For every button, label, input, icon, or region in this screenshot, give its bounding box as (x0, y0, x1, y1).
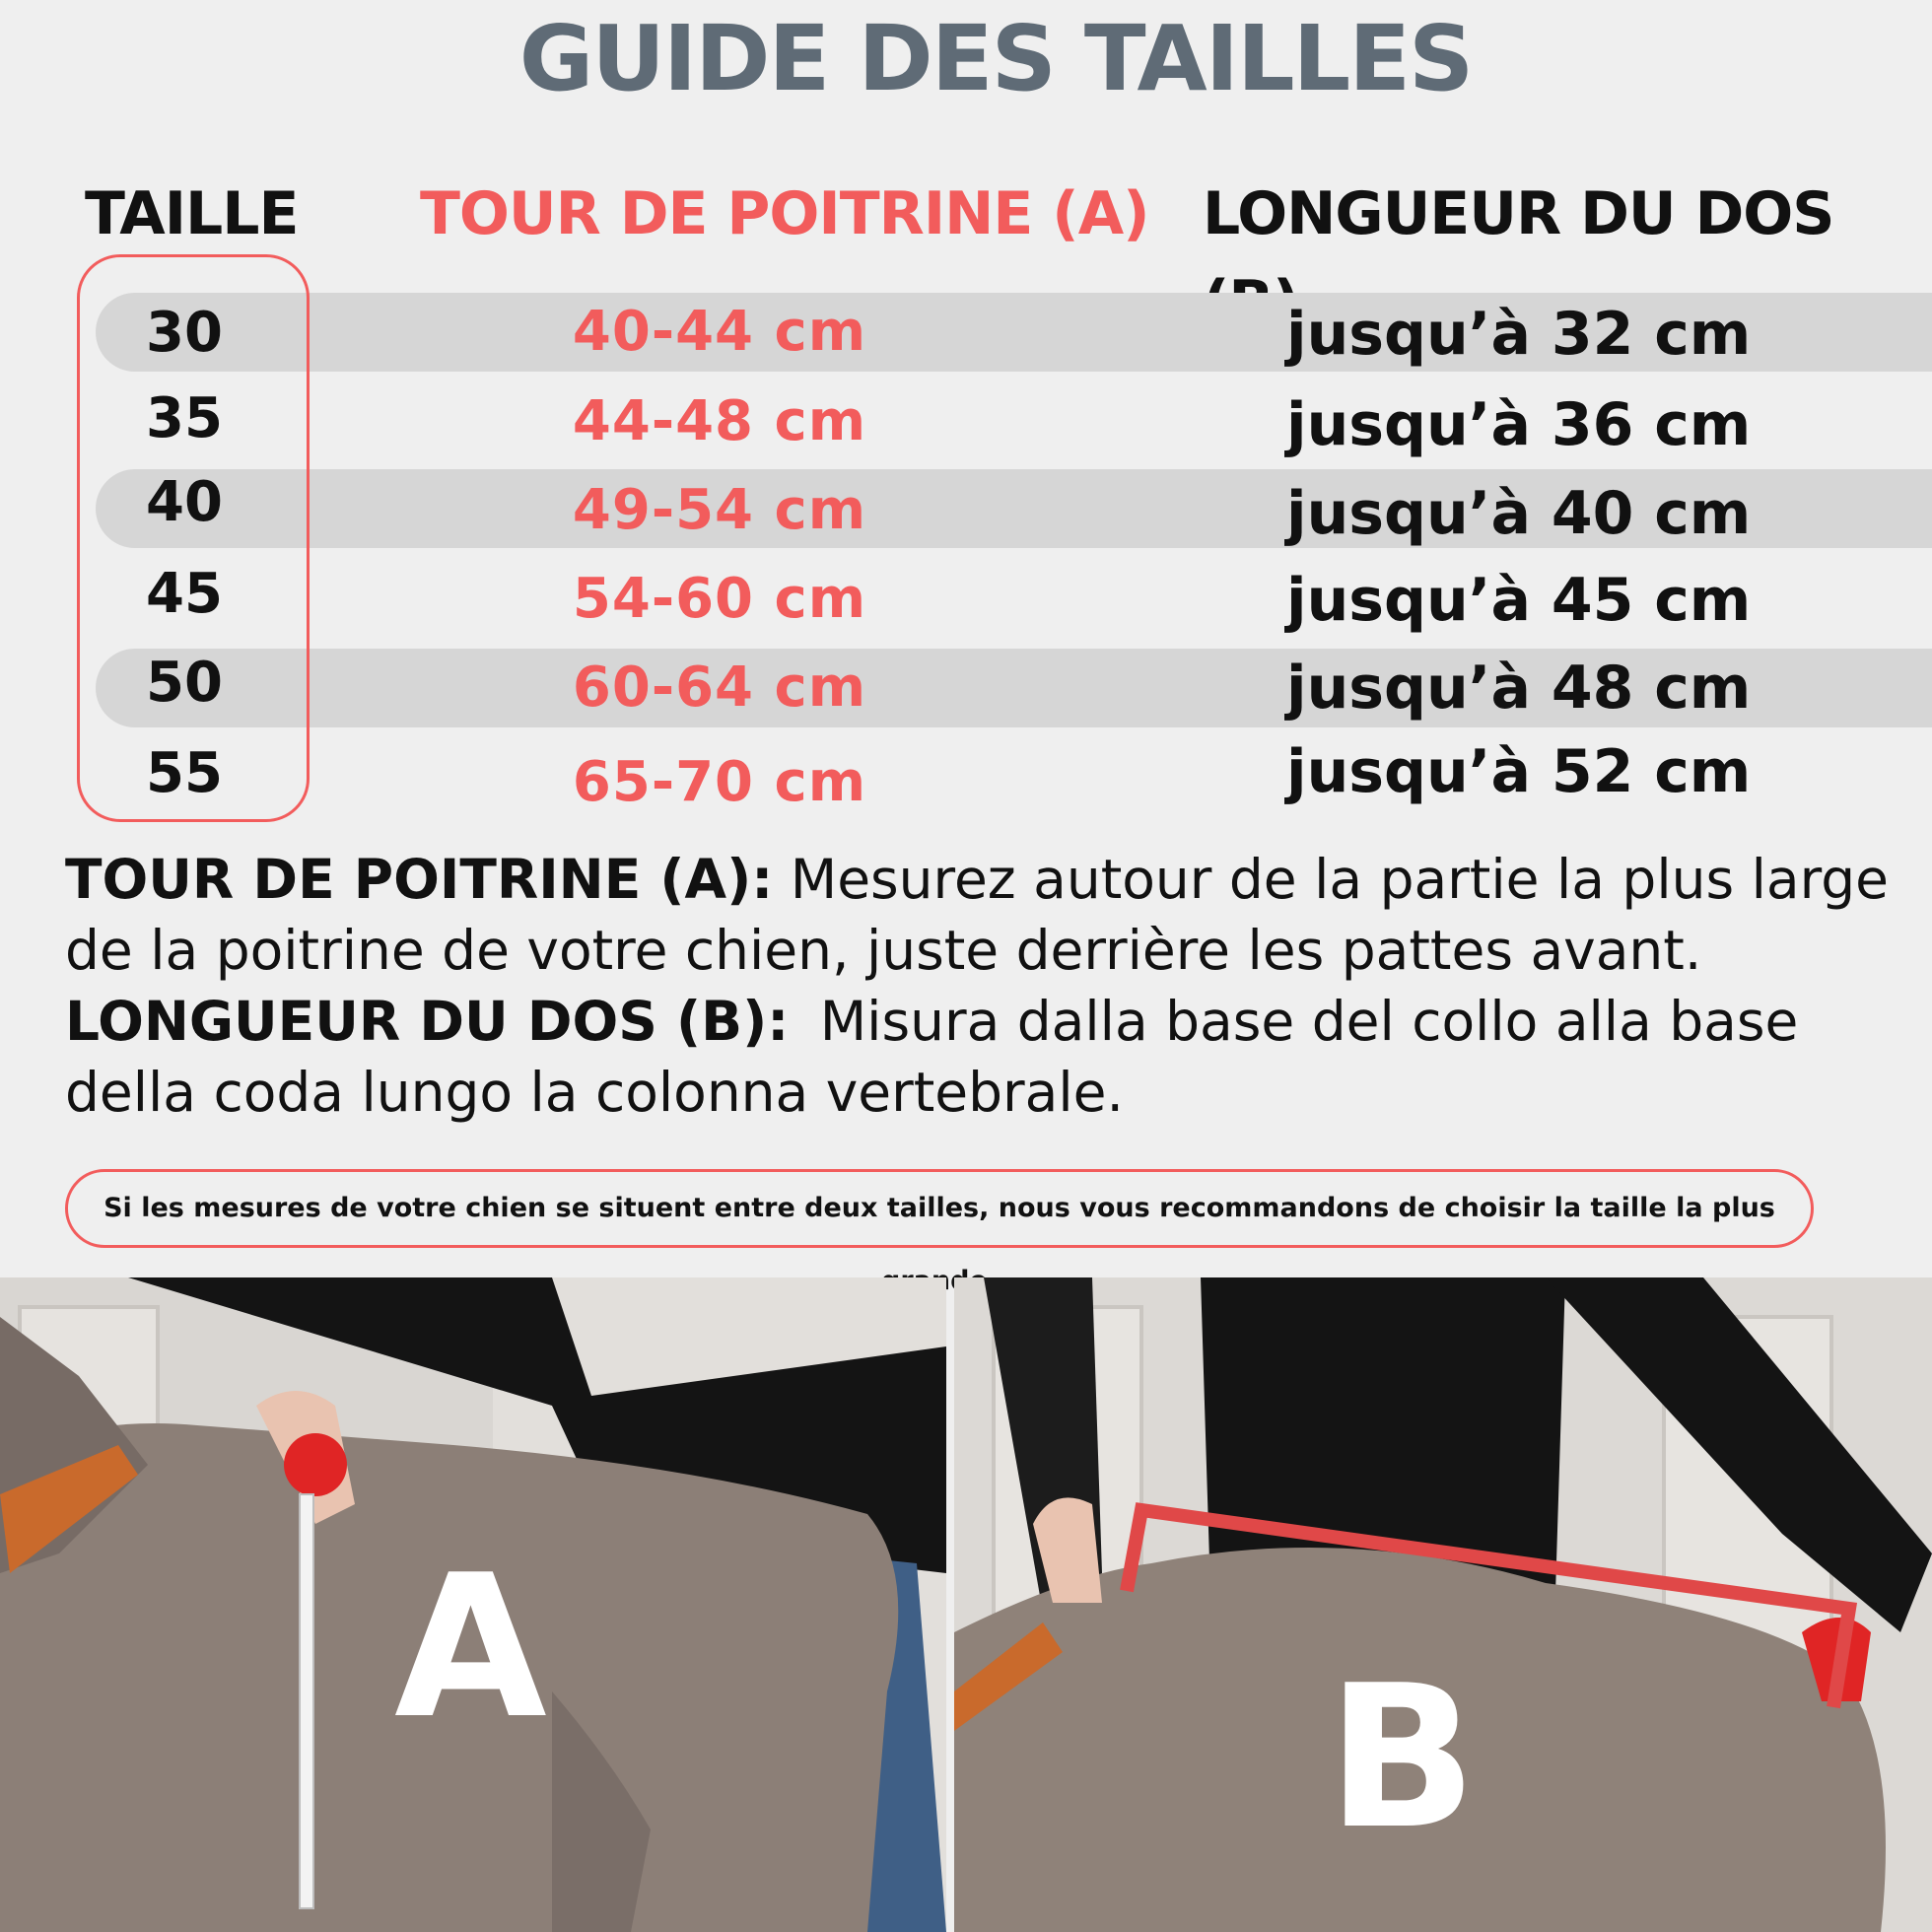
table-cell-size: 40 (146, 470, 223, 534)
table-cell-size: 55 (146, 741, 223, 805)
table-cell-size: 50 (146, 651, 223, 715)
table-cell-chest: 44-48 cm (572, 389, 867, 453)
photo-chest-measurement (0, 1277, 946, 1932)
page-title: GUIDE DES TAILLES (518, 6, 1473, 111)
back-text: Misura dalla base del collo alla base della coda lungo la colonna vertebrale. (65, 990, 1799, 1124)
label-a: A (394, 1533, 547, 1762)
chest-text: Mesurez autour de la partie la plus large de la poitrine de votre chien, juste derrière les pattes avant. (65, 848, 1889, 982)
chest-label: TOUR DE POITRINE (A): (65, 848, 774, 911)
measurement-instructions (65, 844, 1928, 1128)
table-cell-chest: 60-64 cm (572, 656, 867, 720)
table-cell-back: jusqu’à 36 cm (1286, 390, 1752, 459)
header-chest: TOUR DE POITRINE (A) (420, 179, 1149, 248)
header-back: LONGUEUR DU DOS (1203, 179, 1834, 248)
photo-back-measurement (954, 1277, 1932, 1932)
table-cell-back: jusqu’à 40 cm (1286, 479, 1752, 548)
header-size: TAILLE (85, 179, 299, 248)
label-b: B (1327, 1643, 1478, 1873)
table-cell-size: 45 (146, 562, 223, 626)
table-cell-back: jusqu’à 32 cm (1286, 300, 1752, 369)
size-recommendation-note: Si les mesures de votre chien se situent entre deux tailles, nous vous recommandons de choisir la taille la plus (65, 1169, 1814, 1248)
table-cell-size: 35 (146, 386, 223, 450)
table-cell-chest: 65-70 cm (572, 750, 867, 814)
table-cell-chest: 54-60 cm (572, 567, 867, 631)
table-cell-size: 30 (146, 301, 223, 365)
table-cell-back: jusqu’à 48 cm (1286, 654, 1752, 723)
table-cell-chest: 49-54 cm (572, 478, 867, 542)
table-cell-chest: 40-44 cm (572, 300, 867, 364)
table-cell-back: jusqu’à 52 cm (1286, 737, 1752, 806)
table-cell-back: jusqu’à 45 cm (1286, 566, 1752, 635)
back-label: LONGUEUR DU DOS (B): (65, 990, 790, 1053)
